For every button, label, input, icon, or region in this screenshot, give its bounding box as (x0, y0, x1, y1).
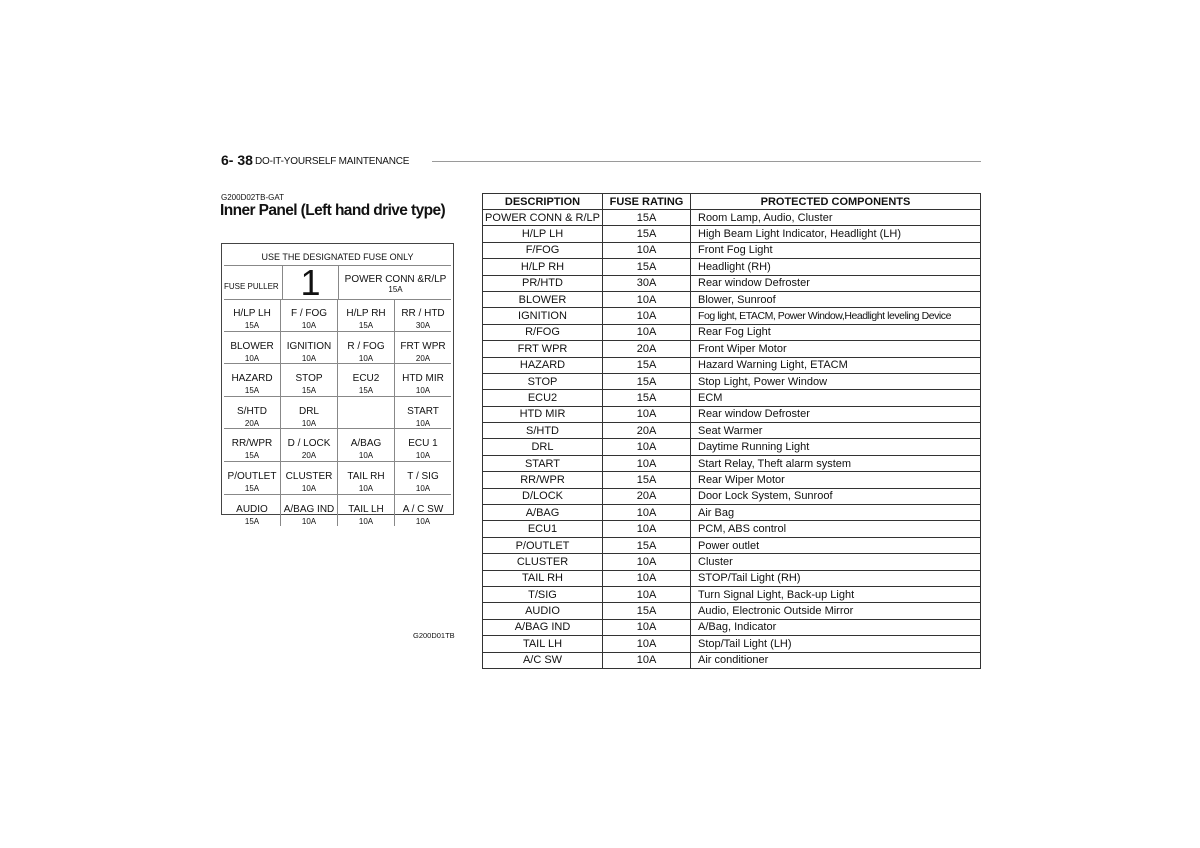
fuse-rating-cell: 15A (603, 390, 691, 406)
table-row (483, 554, 981, 570)
table-row (483, 324, 981, 340)
fuse-slot-amp: 10A (301, 418, 317, 428)
fuse-rating-cell: 10A (603, 554, 691, 570)
fuse-rating-cell: 10A (603, 521, 691, 537)
fuse-rating-cell: 10A (603, 406, 691, 422)
fuse-description-cell: PR/HTD (483, 275, 603, 291)
fuse-grid-row (224, 299, 451, 332)
table-row (483, 406, 981, 422)
fuse-slot (224, 495, 281, 527)
fuse-slot-amp: 10A (301, 483, 317, 493)
table-row (483, 373, 981, 389)
protected-components-cell: PCM, ABS control (691, 521, 981, 537)
fuse-box-diagram (221, 243, 454, 526)
table-row (483, 357, 981, 373)
table-row (483, 275, 981, 291)
protected-components-cell: Room Lamp, Audio, Cluster (691, 210, 981, 226)
fuse-slot-amp: 20A (301, 451, 317, 461)
protected-components-cell: Power outlet (691, 537, 981, 553)
fuse-slot (224, 397, 281, 429)
protected-components-cell: Headlight (RH) (691, 259, 981, 275)
protected-components-cell: Fog light, ETACM, Power Window,Headlight leveling Device (691, 308, 981, 324)
fuse-rating-cell: 10A (603, 455, 691, 471)
protected-components-cell: Daytime Running Light (691, 439, 981, 455)
fuse-rating-cell: 15A (603, 373, 691, 389)
protected-components-cell: Front Fog Light (691, 242, 981, 258)
table-row (483, 259, 981, 275)
fuse-rating-cell: 10A (603, 439, 691, 455)
fuse-slot (395, 429, 451, 461)
fuse-description-cell: A/BAG IND (483, 619, 603, 635)
fuse-slot (338, 364, 395, 396)
fuse-slot-name: H/LP LH (233, 308, 271, 319)
fuse-slot (338, 299, 395, 331)
fuse-slot (338, 332, 395, 364)
fuse-slot-amp: 10A (301, 516, 317, 526)
section-title: DO-IT-YOURSELF MAINTENANCE (255, 156, 410, 167)
fuse-power-conn-name: POWER CONN &R/LP (344, 274, 447, 285)
fuse-slot-name: RR/WPR (231, 438, 273, 450)
fuse-slot-amp: 10A (358, 483, 374, 493)
fuse-description-cell: P/OUTLET (483, 537, 603, 553)
protected-components-cell: Start Relay, Theft alarm system (691, 455, 981, 471)
fuse-slot-amp: 15A (244, 451, 260, 461)
fuse-rating-cell: 15A (603, 226, 691, 242)
table-row (483, 586, 981, 602)
table-row (483, 341, 981, 357)
table-row (483, 505, 981, 521)
fuse-slot-name: A/BAG (350, 438, 382, 450)
fuse-slot (281, 429, 338, 461)
fuse-slot-name: CLUSTER (285, 470, 333, 482)
fuse-description-cell: RR/WPR (483, 472, 603, 488)
fuse-description-cell: HAZARD (483, 357, 603, 373)
fuse-description-cell: F/FOG (483, 242, 603, 258)
protected-components-cell: A/Bag, Indicator (691, 619, 981, 635)
protected-components-cell: STOP/Tail Light (RH) (691, 570, 981, 586)
fuse-slot-name: BLOWER (230, 340, 274, 352)
fuse-slot-name: HTD MIR (402, 373, 444, 385)
fuse-slot (224, 299, 281, 331)
fuse-slot-name: HAZARD (231, 373, 273, 385)
fuse-description-cell: POWER CONN & R/LP (483, 210, 603, 226)
fuse-slot-amp: 10A (415, 451, 431, 461)
table-row (483, 488, 981, 504)
fuse-description-cell: STOP (483, 373, 603, 389)
fuse-rating-cell: 20A (603, 341, 691, 357)
fuse-description-cell: DRL (483, 439, 603, 455)
fuse-slot-name: ECU 1 (408, 438, 438, 450)
page-title: Inner Panel (Left hand drive type) (220, 202, 446, 219)
fuse-slot-amp: 15A (244, 386, 260, 396)
fuse-slot-amp: 10A (301, 353, 317, 363)
fuse-slot-name: ECU2 (352, 373, 380, 385)
fuse-rating-cell: 10A (603, 619, 691, 635)
fuse-description-cell: HTD MIR (483, 406, 603, 422)
fuse-slot-name: D / LOCK (287, 438, 331, 450)
fuse-description-cell: FRT WPR (483, 341, 603, 357)
fuse-slot-name: TAIL RH (347, 470, 385, 482)
fuse-description-cell: BLOWER (483, 291, 603, 307)
fuse-slot-amp: 10A (301, 321, 317, 330)
fuse-slot-amp: 10A (415, 483, 431, 493)
table-row (483, 537, 981, 553)
fuse-grid-row (224, 332, 451, 365)
table-row (483, 636, 981, 652)
fuse-puller-number: 1 (282, 266, 339, 299)
fuse-description-cell: IGNITION (483, 308, 603, 324)
table-row (483, 455, 981, 471)
fuse-slot-amp: 15A (244, 483, 260, 493)
fuse-slot-name: STOP (295, 373, 323, 385)
fuse-slot-name: FRT WPR (400, 340, 446, 352)
fuse-description-cell: H/LP LH (483, 226, 603, 242)
fuse-puller-row (224, 262, 451, 303)
fuse-rating-cell: 30A (603, 275, 691, 291)
fuse-description-cell: TAIL LH (483, 636, 603, 652)
protected-components-cell: ECM (691, 390, 981, 406)
fuse-slot-amp: 20A (415, 353, 431, 363)
fuse-rating-cell: 15A (603, 259, 691, 275)
fuse-slot-amp: 20A (244, 418, 260, 428)
fuse-slot-amp: 10A (358, 353, 374, 363)
fuse-slot-amp: 15A (244, 516, 260, 526)
protected-components-cell: Front Wiper Motor (691, 341, 981, 357)
table-row (483, 390, 981, 406)
fuse-grid-row (224, 397, 451, 430)
fuse-description-cell: ECU1 (483, 521, 603, 537)
fuse-slot-name: T / SIG (407, 470, 439, 482)
fuse-grid-row (224, 495, 451, 527)
fuse-puller-label: FUSE PULLER (224, 281, 279, 291)
doc-code-bottom: G200D01TB (413, 631, 455, 640)
fuse-description-cell: A/BAG (483, 505, 603, 521)
table-row (483, 210, 981, 226)
fuse-rating-cell: 20A (603, 488, 691, 504)
fuse-slot-name: RR / HTD (401, 308, 445, 319)
fuse-grid-row (224, 462, 451, 495)
fuse-slot-name: P/OUTLET (227, 470, 277, 482)
fuse-slot-name: START (407, 405, 439, 417)
fuse-description-cell: T/SIG (483, 586, 603, 602)
fuse-slot-name: S/HTD (237, 405, 267, 417)
fuse-rating-cell: 10A (603, 652, 691, 668)
protected-components-cell: Stop Light, Power Window (691, 373, 981, 389)
fuse-grid-row (224, 364, 451, 397)
fuse-slot-name: R / FOG (347, 340, 385, 352)
fuse-rating-cell: 10A (603, 586, 691, 602)
fuse-slot (395, 495, 451, 527)
fuse-grid-row (224, 429, 451, 462)
fuse-slot-name: F / FOG (290, 308, 328, 319)
protected-components-cell: Cluster (691, 554, 981, 570)
protected-components-cell: Air conditioner (691, 652, 981, 668)
fuse-slot-amp: 15A (244, 321, 260, 330)
fuse-slot (281, 397, 338, 429)
table-row (483, 521, 981, 537)
fuse-rating-cell: 20A (603, 423, 691, 439)
fuse-slot-amp: 15A (358, 386, 374, 396)
fuse-rating-cell: 10A (603, 505, 691, 521)
fuse-grid (224, 299, 451, 526)
protected-components-cell: Door Lock System, Sunroof (691, 488, 981, 504)
protected-components-cell: Seat Warmer (691, 423, 981, 439)
fuse-power-conn (340, 266, 451, 299)
fuse-rating-cell: 10A (603, 242, 691, 258)
fuse-slot-amp: 10A (358, 451, 374, 461)
col-header-protected-components: PROTECTED COMPONENTS (691, 194, 981, 210)
doc-code-top: G200D02TB-GAT (221, 193, 284, 202)
fuse-slot (224, 364, 281, 396)
table-row (483, 472, 981, 488)
fuse-slot-amp: 10A (415, 418, 431, 428)
fuse-rating-cell: 15A (603, 472, 691, 488)
protected-components-cell: Rear window Defroster (691, 275, 981, 291)
fuse-slot (338, 495, 395, 527)
page-number: 6- 38 (221, 152, 253, 168)
table-row (483, 603, 981, 619)
fuse-slot-name: DRL (298, 405, 319, 417)
fuse-description-cell: TAIL RH (483, 570, 603, 586)
protected-components-cell: Stop/Tail Light (LH) (691, 636, 981, 652)
fuse-description-cell: START (483, 455, 603, 471)
table-row (483, 652, 981, 668)
table-row (483, 570, 981, 586)
fuse-slot (281, 462, 338, 494)
fuse-rating-cell: 10A (603, 324, 691, 340)
table-row (483, 619, 981, 635)
fuse-slot (338, 397, 395, 429)
fuse-slot (224, 429, 281, 461)
header-rule (432, 161, 981, 162)
fuse-rating-cell: 15A (603, 537, 691, 553)
table-row (483, 226, 981, 242)
fuse-slot-name: AUDIO (236, 503, 268, 515)
protected-components-cell: Blower, Sunroof (691, 291, 981, 307)
table-row (483, 242, 981, 258)
fuse-description-cell: S/HTD (483, 423, 603, 439)
fuse-rating-cell: 10A (603, 291, 691, 307)
protected-components-cell: Hazard Warning Light, ETACM (691, 357, 981, 373)
table-row (483, 291, 981, 307)
table-row (483, 439, 981, 455)
fuse-slot (281, 299, 338, 331)
fuse-rating-cell: 15A (603, 603, 691, 619)
fuse-box-header: USE THE DESIGNATED FUSE ONLY (261, 252, 414, 262)
fuse-slot (395, 364, 451, 396)
fuse-slot-name: IGNITION (286, 340, 332, 352)
protected-components-cell: Air Bag (691, 505, 981, 521)
fuse-slot (395, 299, 451, 331)
fuse-description-cell: AUDIO (483, 603, 603, 619)
fuse-slot-name: A/BAG IND (283, 503, 335, 515)
fuse-slot (395, 332, 451, 364)
fuse-table-header-row (483, 194, 981, 210)
fuse-description-cell: CLUSTER (483, 554, 603, 570)
fuse-slot-amp: 15A (358, 321, 374, 330)
col-header-description: DESCRIPTION (483, 194, 603, 210)
table-row (483, 308, 981, 324)
fuse-slot-name: H/LP RH (346, 308, 386, 319)
fuse-description-cell: A/C SW (483, 652, 603, 668)
protected-components-cell: High Beam Light Indicator, Headlight (LH) (691, 226, 981, 242)
fuse-description-cell: D/LOCK (483, 488, 603, 504)
fuse-rating-cell: 15A (603, 357, 691, 373)
fuse-slot (395, 397, 451, 429)
fuse-slot-amp: 10A (358, 516, 374, 526)
fuse-slot (395, 462, 451, 494)
fuse-slot-amp: 10A (415, 516, 431, 526)
fuse-table (482, 193, 981, 669)
fuse-description-cell: H/LP RH (483, 259, 603, 275)
protected-components-cell: Rear Wiper Motor (691, 472, 981, 488)
fuse-slot (281, 495, 338, 527)
fuse-slot-amp: 10A (244, 353, 260, 363)
page-header (221, 151, 981, 171)
protected-components-cell: Audio, Electronic Outside Mirror (691, 603, 981, 619)
fuse-slot (224, 462, 281, 494)
fuse-slot (281, 332, 338, 364)
fuse-slot-amp: 10A (415, 386, 431, 396)
fuse-slot (338, 462, 395, 494)
protected-components-cell: Rear window Defroster (691, 406, 981, 422)
fuse-slot (338, 429, 395, 461)
fuse-rating-cell: 15A (603, 210, 691, 226)
fuse-rating-cell: 10A (603, 636, 691, 652)
protected-components-cell: Rear Fog Light (691, 324, 981, 340)
table-row (483, 423, 981, 439)
col-header-fuse-rating: FUSE RATING (603, 194, 691, 210)
fuse-power-conn-amp: 15A (388, 285, 403, 294)
fuse-slot-name: TAIL LH (348, 503, 384, 515)
fuse-description-cell: R/FOG (483, 324, 603, 340)
fuse-description-cell: ECU2 (483, 390, 603, 406)
fuse-slot (281, 364, 338, 396)
fuse-slot-name: A / C SW (402, 503, 444, 515)
fuse-rating-cell: 10A (603, 570, 691, 586)
fuse-rating-cell: 10A (603, 308, 691, 324)
fuse-slot (224, 332, 281, 364)
fuse-slot-amp: 15A (301, 386, 317, 396)
protected-components-cell: Turn Signal Light, Back-up Light (691, 586, 981, 602)
fuse-slot-amp: 30A (415, 321, 431, 330)
